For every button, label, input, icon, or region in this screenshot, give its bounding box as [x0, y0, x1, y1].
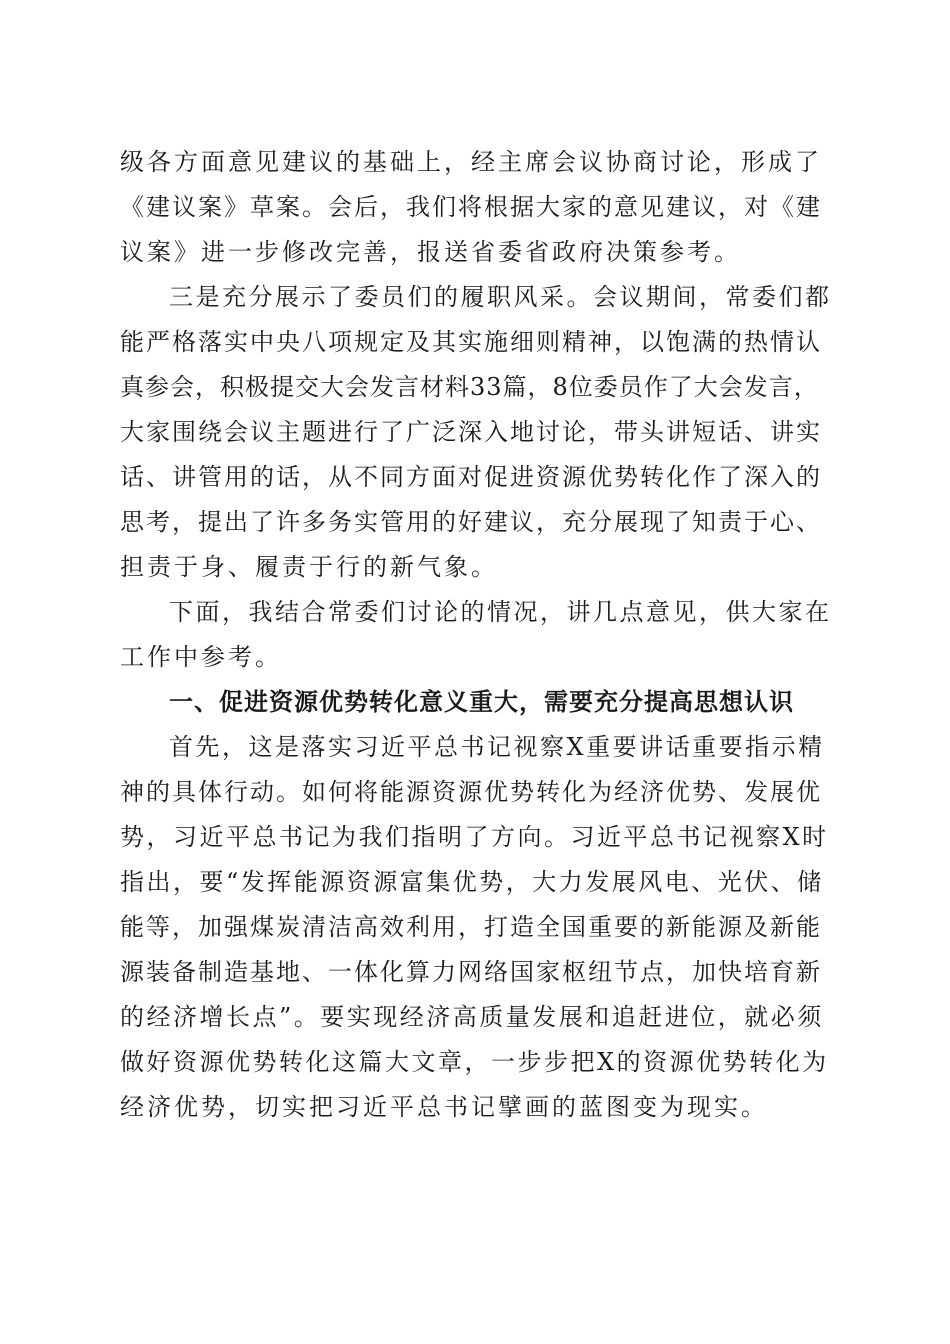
text-line: 势，习近平总书记为我们指明了方向。习近平总书记视察X时 [120, 823, 829, 851]
text-line: 话、讲管用的话，从不同方面对促进资源优势转化作了深入的 [120, 463, 822, 491]
text-line: 议案》进一步修改完善，报送省委省政府决策参考。 [120, 238, 741, 266]
text-line: 《建议案》草案。会后，我们将根据大家的意见建议，对《建 [120, 193, 822, 221]
text-line: 指出，要“发挥能源资源富集优势，大力发展风电、光伏、储 [120, 868, 824, 896]
paragraph-start-line: 首先，这是落实习近平总书记视察X重要讲话重要指示精 [169, 733, 825, 761]
text-line: 大家围绕会议主题进行了广泛深入地讨论，带头讲短话、讲实 [120, 418, 822, 446]
text-line: 真参会，积极提交大会发言材料33篇，8位委员作了大会发言， [120, 373, 819, 401]
text-line: 担责于身、履责于行的新气象。 [120, 553, 498, 581]
text-line: 能等，加强煤炭清洁高效利用，打造全国重要的新能源及新能 [120, 913, 822, 941]
text-line: 神的具体行动。如何将能源资源优势转化为经济优势、发展优 [120, 778, 822, 806]
paragraph-start-line: 下面，我结合常委们讨论的情况，讲几点意见，供大家在 [169, 598, 832, 626]
section-heading: 一、促进资源优势转化意义重大，需要充分提高思想认识 [169, 688, 794, 716]
text-line: 能严格落实中央八项规定及其实施细则精神，以饱满的热情认 [120, 328, 822, 356]
document-body [120, 140, 832, 1130]
text-line: 做好资源优势转化这篇大文章，一步步把X的资源优势转化为 [120, 1048, 829, 1076]
text-line: 工作中参考。 [120, 643, 282, 671]
text-line: 源装备制造基地、一体化算力网络国家枢纽节点，加快培育新 [120, 958, 822, 986]
text-line: 的经济增长点”。要实现经济高质量发展和追赶进位，就必须 [120, 1003, 824, 1031]
paragraph-start-line: 三是充分展示了委员们的履职风采。会议期间，常委们都 [169, 283, 832, 311]
text-line: 经济优势，切实把习近平总书记擘画的蓝图变为现实。 [120, 1093, 768, 1121]
text-line: 级各方面意见建议的基础上，经主席会议协商讨论，形成了 [120, 148, 822, 176]
text-line: 思考，提出了许多务实管用的好建议，充分展现了知责于心、 [120, 508, 822, 536]
